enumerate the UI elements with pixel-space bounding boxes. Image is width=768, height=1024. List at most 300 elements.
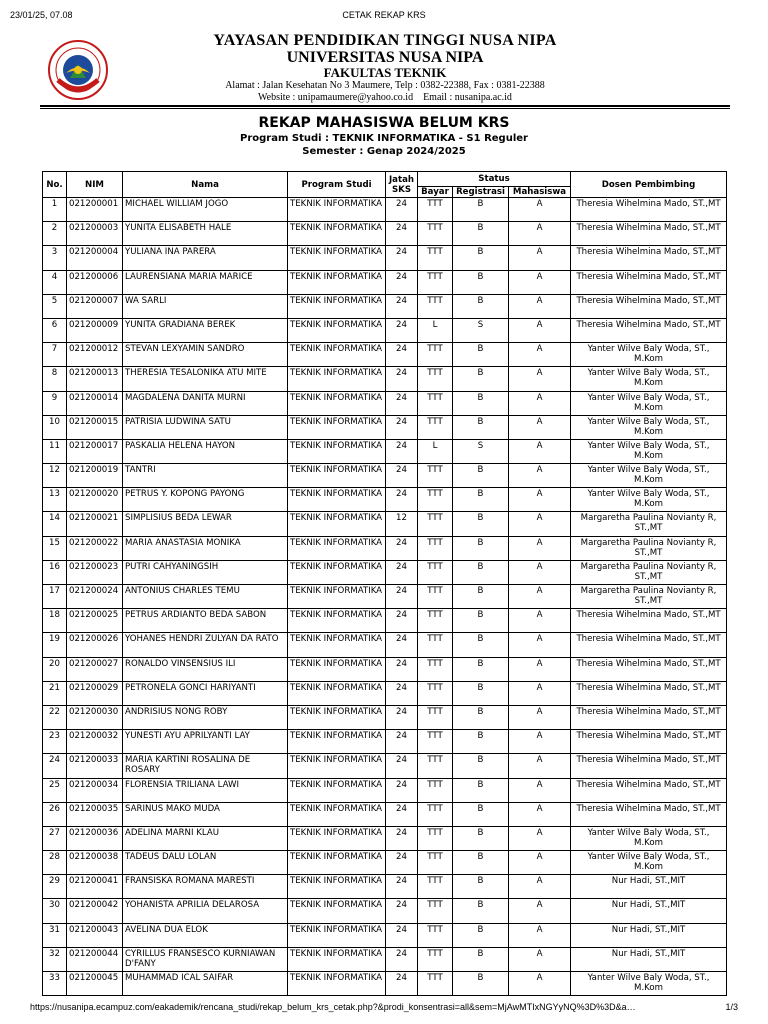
- table-row: [43, 899, 727, 923]
- header-status: Status: [418, 172, 571, 187]
- row-registrasi: S: [453, 318, 509, 342]
- row-dosen: Theresia Wihelmina Mado, ST.,MT: [571, 270, 727, 294]
- row-jatah-sks: 24: [386, 536, 418, 560]
- row-nim: 021200036: [67, 826, 123, 850]
- row-dosen: Theresia Wihelmina Mado, ST.,MT: [571, 778, 727, 802]
- row-bayar: TTT: [418, 415, 453, 439]
- row-bayar: TTT: [418, 560, 453, 584]
- row-bayar: TTT: [418, 972, 453, 996]
- row-dosen: Yanter Wilve Baly Woda, ST., M.Kom: [571, 439, 727, 463]
- row-program-studi: TEKNIK INFORMATIKA: [288, 705, 386, 729]
- row-mahasiswa: A: [509, 198, 571, 222]
- row-program-studi: TEKNIK INFORMATIKA: [288, 270, 386, 294]
- row-registrasi: S: [453, 439, 509, 463]
- row-program-studi: TEKNIK INFORMATIKA: [288, 802, 386, 826]
- row-nim: 021200038: [67, 851, 123, 875]
- row-registrasi: B: [453, 270, 509, 294]
- print-datetime: 23/01/25, 07.08: [10, 10, 73, 20]
- program-line: Program Studi : TEKNIK INFORMATIKA - S1 Reguler: [240, 133, 528, 144]
- table-row: [43, 730, 727, 754]
- report-heading: [0, 114, 768, 158]
- row-nim: 021200014: [67, 391, 123, 415]
- row-jatah-sks: 24: [386, 730, 418, 754]
- table-row: [43, 705, 727, 729]
- row-dosen: Theresia Wihelmina Mado, ST.,MT: [571, 681, 727, 705]
- row-mahasiswa: A: [509, 318, 571, 342]
- row-registrasi: B: [453, 488, 509, 512]
- row-dosen: Theresia Wihelmina Mado, ST.,MT: [571, 657, 727, 681]
- row-registrasi: B: [453, 851, 509, 875]
- row-program-studi: TEKNIK INFORMATIKA: [288, 778, 386, 802]
- row-nim: 021200043: [67, 923, 123, 947]
- table-row: [43, 657, 727, 681]
- table-row: [43, 609, 727, 633]
- row-program-studi: TEKNIK INFORMATIKA: [288, 657, 386, 681]
- row-mahasiswa: A: [509, 585, 571, 609]
- row-registrasi: B: [453, 899, 509, 923]
- rekap-table: [42, 171, 727, 996]
- row-dosen: Theresia Wihelmina Mado, ST.,MT: [571, 246, 727, 270]
- row-jatah-sks: 24: [386, 294, 418, 318]
- row-nama: MAGDALENA DANITA MURNI: [123, 391, 288, 415]
- row-nim: 021200001: [67, 198, 123, 222]
- row-no: 15: [43, 536, 67, 560]
- row-no: 26: [43, 802, 67, 826]
- row-jatah-sks: 24: [386, 851, 418, 875]
- row-program-studi: TEKNIK INFORMATIKA: [288, 464, 386, 488]
- row-bayar: TTT: [418, 512, 453, 536]
- row-dosen: Margaretha Paulina Novianty R, ST.,MT: [571, 560, 727, 584]
- letterhead-rule-thin: [40, 108, 730, 109]
- report-title: REKAP MAHASISWA BELUM KRS: [258, 115, 510, 131]
- table-row: [43, 778, 727, 802]
- row-jatah-sks: 24: [386, 899, 418, 923]
- row-jatah-sks: 24: [386, 439, 418, 463]
- row-jatah-sks: 24: [386, 923, 418, 947]
- row-bayar: TTT: [418, 754, 453, 778]
- table-row: [43, 222, 727, 246]
- row-bayar: TTT: [418, 198, 453, 222]
- header-dosen: Dosen Pembimbing: [571, 172, 727, 198]
- row-jatah-sks: 24: [386, 681, 418, 705]
- row-mahasiswa: A: [509, 754, 571, 778]
- row-mahasiswa: A: [509, 222, 571, 246]
- row-dosen: Theresia Wihelmina Mado, ST.,MT: [571, 802, 727, 826]
- print-url: https://nusanipa.ecampuz.com/eakademik/rencana_studi/rekap_belum_krs_cetak.php?&prodi_konsentrasi=all&sem=MjAwMTIxNGYyNQ%3D%3D&a…: [30, 1002, 636, 1012]
- row-dosen: Theresia Wihelmina Mado, ST.,MT: [571, 609, 727, 633]
- row-nim: 021200025: [67, 609, 123, 633]
- row-bayar: TTT: [418, 488, 453, 512]
- row-nim: 021200021: [67, 512, 123, 536]
- row-nim: 021200015: [67, 415, 123, 439]
- header-program-studi: Program Studi: [288, 172, 386, 198]
- row-dosen: Nur Hadi, ST.,MIT: [571, 899, 727, 923]
- row-nim: 021200017: [67, 439, 123, 463]
- row-no: 33: [43, 972, 67, 996]
- row-jatah-sks: 24: [386, 802, 418, 826]
- row-program-studi: TEKNIK INFORMATIKA: [288, 923, 386, 947]
- row-mahasiswa: A: [509, 536, 571, 560]
- row-nama: MICHAEL WILLIAM JOGO: [123, 198, 288, 222]
- row-program-studi: TEKNIK INFORMATIKA: [288, 246, 386, 270]
- row-mahasiswa: A: [509, 705, 571, 729]
- row-mahasiswa: A: [509, 415, 571, 439]
- row-jatah-sks: 24: [386, 633, 418, 657]
- row-registrasi: B: [453, 560, 509, 584]
- row-bayar: L: [418, 439, 453, 463]
- row-program-studi: TEKNIK INFORMATIKA: [288, 391, 386, 415]
- header-nama: Nama: [123, 172, 288, 198]
- row-mahasiswa: A: [509, 657, 571, 681]
- row-no: 7: [43, 343, 67, 367]
- row-nama: YULIANA INA PARERA: [123, 246, 288, 270]
- table-row: [43, 972, 727, 996]
- row-nim: 021200041: [67, 875, 123, 899]
- row-bayar: TTT: [418, 391, 453, 415]
- row-nim: 021200003: [67, 222, 123, 246]
- row-mahasiswa: A: [509, 875, 571, 899]
- header-no: No.: [43, 172, 67, 198]
- row-nama: MARIA ANASTASIA MONIKA: [123, 536, 288, 560]
- row-bayar: TTT: [418, 367, 453, 391]
- row-program-studi: TEKNIK INFORMATIKA: [288, 536, 386, 560]
- row-dosen: Yanter Wilve Baly Woda, ST., M.Kom: [571, 391, 727, 415]
- table-row: [43, 923, 727, 947]
- row-dosen: Theresia Wihelmina Mado, ST.,MT: [571, 754, 727, 778]
- table-row: [43, 754, 727, 778]
- row-dosen: Nur Hadi, ST.,MIT: [571, 923, 727, 947]
- row-nama: PETRONELA GONCI HARIYANTI: [123, 681, 288, 705]
- row-bayar: TTT: [418, 633, 453, 657]
- row-mahasiswa: A: [509, 802, 571, 826]
- row-jatah-sks: 24: [386, 246, 418, 270]
- row-program-studi: TEKNIK INFORMATIKA: [288, 730, 386, 754]
- row-jatah-sks: 24: [386, 705, 418, 729]
- table-row: [43, 343, 727, 367]
- faculty-name: FAKULTAS TEKNIK: [323, 65, 447, 80]
- row-bayar: TTT: [418, 585, 453, 609]
- row-program-studi: TEKNIK INFORMATIKA: [288, 222, 386, 246]
- row-no: 22: [43, 705, 67, 729]
- row-mahasiswa: A: [509, 464, 571, 488]
- row-registrasi: B: [453, 294, 509, 318]
- row-program-studi: TEKNIK INFORMATIKA: [288, 826, 386, 850]
- row-nim: 021200012: [67, 343, 123, 367]
- row-nama: PASKALIA HELENA HAYON: [123, 439, 288, 463]
- row-nim: 021200035: [67, 802, 123, 826]
- row-mahasiswa: A: [509, 270, 571, 294]
- row-nama: FLORENSIA TRILIANA LAWI: [123, 778, 288, 802]
- row-nama: PUTRI CAHYANINGSIH: [123, 560, 288, 584]
- table-row: [43, 633, 727, 657]
- header-registrasi: Registrasi: [453, 187, 509, 198]
- table-row: [43, 439, 727, 463]
- row-registrasi: B: [453, 875, 509, 899]
- letterhead: [40, 32, 730, 106]
- row-bayar: TTT: [418, 802, 453, 826]
- row-mahasiswa: A: [509, 609, 571, 633]
- row-mahasiswa: A: [509, 246, 571, 270]
- row-dosen: Nur Hadi, ST.,MIT: [571, 875, 727, 899]
- table-row: [43, 851, 727, 875]
- row-bayar: TTT: [418, 899, 453, 923]
- table-row: [43, 512, 727, 536]
- row-nama: YOHANES HENDRI ZULYAN DA RATO: [123, 633, 288, 657]
- table-row: [43, 560, 727, 584]
- row-no: 12: [43, 464, 67, 488]
- row-dosen: Theresia Wihelmina Mado, ST.,MT: [571, 633, 727, 657]
- row-nama: LAURENSIANA MARIA MARICE: [123, 270, 288, 294]
- row-program-studi: TEKNIK INFORMATIKA: [288, 198, 386, 222]
- row-program-studi: TEKNIK INFORMATIKA: [288, 875, 386, 899]
- row-registrasi: B: [453, 657, 509, 681]
- print-doc-title: CETAK REKAP KRS: [342, 10, 426, 20]
- row-no: 24: [43, 754, 67, 778]
- row-nama: FRANSISKA ROMANA MARESTI: [123, 875, 288, 899]
- row-program-studi: TEKNIK INFORMATIKA: [288, 439, 386, 463]
- table-row: [43, 681, 727, 705]
- row-nama: ANTONIUS CHARLES TEMU: [123, 585, 288, 609]
- row-bayar: TTT: [418, 875, 453, 899]
- row-jatah-sks: 24: [386, 415, 418, 439]
- row-nama: SARINUS MAKO MUDA: [123, 802, 288, 826]
- table-row: [43, 826, 727, 850]
- row-bayar: TTT: [418, 294, 453, 318]
- row-nama: SIMPLISIUS BEDA LEWAR: [123, 512, 288, 536]
- row-nim: 021200019: [67, 464, 123, 488]
- row-dosen: Yanter Wilve Baly Woda, ST., M.Kom: [571, 851, 727, 875]
- row-jatah-sks: 24: [386, 343, 418, 367]
- row-nim: 021200024: [67, 585, 123, 609]
- row-registrasi: B: [453, 585, 509, 609]
- row-dosen: Margaretha Paulina Novianty R, ST.,MT: [571, 512, 727, 536]
- row-jatah-sks: 24: [386, 609, 418, 633]
- row-registrasi: B: [453, 391, 509, 415]
- row-program-studi: TEKNIK INFORMATIKA: [288, 294, 386, 318]
- row-mahasiswa: A: [509, 512, 571, 536]
- row-nim: 021200032: [67, 730, 123, 754]
- row-bayar: L: [418, 318, 453, 342]
- row-bayar: TTT: [418, 657, 453, 681]
- row-jatah-sks: 12: [386, 512, 418, 536]
- row-nama: RONALDO VINSENSIUS ILI: [123, 657, 288, 681]
- row-nim: 021200023: [67, 560, 123, 584]
- row-program-studi: TEKNIK INFORMATIKA: [288, 585, 386, 609]
- row-no: 17: [43, 585, 67, 609]
- row-jatah-sks: 24: [386, 754, 418, 778]
- row-nama: YUNESTI AYU APRILYANTI LAY: [123, 730, 288, 754]
- row-nim: 021200004: [67, 246, 123, 270]
- table-row: [43, 415, 727, 439]
- row-nama: TANTRI: [123, 464, 288, 488]
- row-bayar: TTT: [418, 343, 453, 367]
- row-mahasiswa: A: [509, 367, 571, 391]
- row-jatah-sks: 24: [386, 657, 418, 681]
- row-nama: WA SARLI: [123, 294, 288, 318]
- row-registrasi: B: [453, 367, 509, 391]
- row-program-studi: TEKNIK INFORMATIKA: [288, 633, 386, 657]
- row-no: 27: [43, 826, 67, 850]
- row-nama: CYRILLUS FRANSESCO KURNIAWAN D'FANY: [123, 947, 288, 971]
- row-nama: AVELINA DUA ELOK: [123, 923, 288, 947]
- row-registrasi: B: [453, 778, 509, 802]
- row-program-studi: TEKNIK INFORMATIKA: [288, 947, 386, 971]
- semester-line: Semester : Genap 2024/2025: [302, 146, 466, 157]
- row-jatah-sks: 24: [386, 826, 418, 850]
- row-program-studi: TEKNIK INFORMATIKA: [288, 343, 386, 367]
- row-program-studi: TEKNIK INFORMATIKA: [288, 367, 386, 391]
- row-jatah-sks: 24: [386, 972, 418, 996]
- row-jatah-sks: 24: [386, 560, 418, 584]
- row-no: 28: [43, 851, 67, 875]
- row-dosen: Yanter Wilve Baly Woda, ST., M.Kom: [571, 367, 727, 391]
- row-no: 19: [43, 633, 67, 657]
- row-dosen: Yanter Wilve Baly Woda, ST., M.Kom: [571, 464, 727, 488]
- row-mahasiswa: A: [509, 439, 571, 463]
- row-nim: 021200013: [67, 367, 123, 391]
- row-bayar: TTT: [418, 464, 453, 488]
- row-nama: ANDRISIUS NONG ROBY: [123, 705, 288, 729]
- row-mahasiswa: A: [509, 294, 571, 318]
- row-registrasi: B: [453, 512, 509, 536]
- row-dosen: Yanter Wilve Baly Woda, ST., M.Kom: [571, 343, 727, 367]
- row-nim: 021200029: [67, 681, 123, 705]
- row-jatah-sks: 24: [386, 464, 418, 488]
- contact-line: Website : unipamaumere@yahoo.co.id Email : nusanipa.ac.id: [258, 92, 512, 103]
- row-jatah-sks: 24: [386, 198, 418, 222]
- row-no: 1: [43, 198, 67, 222]
- row-dosen: Yanter Wilve Baly Woda, ST., M.Kom: [571, 826, 727, 850]
- row-mahasiswa: A: [509, 633, 571, 657]
- row-nim: 021200006: [67, 270, 123, 294]
- row-dosen: Theresia Wihelmina Mado, ST.,MT: [571, 705, 727, 729]
- row-dosen: Yanter Wilve Baly Woda, ST., M.Kom: [571, 415, 727, 439]
- row-no: 30: [43, 899, 67, 923]
- row-no: 9: [43, 391, 67, 415]
- row-registrasi: B: [453, 705, 509, 729]
- row-bayar: TTT: [418, 609, 453, 633]
- row-mahasiswa: A: [509, 826, 571, 850]
- row-registrasi: B: [453, 947, 509, 971]
- table-row: [43, 585, 727, 609]
- row-dosen: Yanter Wilve Baly Woda, ST., M.Kom: [571, 972, 727, 996]
- row-registrasi: B: [453, 464, 509, 488]
- row-program-studi: TEKNIK INFORMATIKA: [288, 754, 386, 778]
- row-program-studi: TEKNIK INFORMATIKA: [288, 512, 386, 536]
- row-no: 29: [43, 875, 67, 899]
- row-registrasi: B: [453, 222, 509, 246]
- row-nama: YUNITA GRADIANA BEREK: [123, 318, 288, 342]
- row-nim: 021200009: [67, 318, 123, 342]
- row-registrasi: B: [453, 536, 509, 560]
- table-row: [43, 318, 727, 342]
- row-program-studi: TEKNIK INFORMATIKA: [288, 318, 386, 342]
- address-line: Alamat : Jalan Kesehatan No 3 Maumere, Telp : 0382-22388, Fax : 0381-22388: [225, 80, 545, 91]
- row-dosen: Theresia Wihelmina Mado, ST.,MT: [571, 318, 727, 342]
- row-bayar: TTT: [418, 923, 453, 947]
- row-jatah-sks: 24: [386, 270, 418, 294]
- table-row: [43, 198, 727, 222]
- row-dosen: Margaretha Paulina Novianty R, ST.,MT: [571, 585, 727, 609]
- row-no: 32: [43, 947, 67, 971]
- row-jatah-sks: 24: [386, 947, 418, 971]
- row-dosen: Yanter Wilve Baly Woda, ST., M.Kom: [571, 488, 727, 512]
- row-dosen: Theresia Wihelmina Mado, ST.,MT: [571, 222, 727, 246]
- row-no: 11: [43, 439, 67, 463]
- row-bayar: TTT: [418, 536, 453, 560]
- row-no: 23: [43, 730, 67, 754]
- table-row: [43, 802, 727, 826]
- row-registrasi: B: [453, 246, 509, 270]
- row-mahasiswa: A: [509, 391, 571, 415]
- row-registrasi: B: [453, 754, 509, 778]
- row-mahasiswa: A: [509, 899, 571, 923]
- header-bayar: Bayar: [418, 187, 453, 198]
- row-mahasiswa: A: [509, 778, 571, 802]
- row-nim: 021200042: [67, 899, 123, 923]
- row-nama: PETRUS ARDIANTO BEDA SABON: [123, 609, 288, 633]
- row-no: 21: [43, 681, 67, 705]
- table-row: [43, 488, 727, 512]
- table-row: [43, 391, 727, 415]
- row-nama: THERESIA TESALONIKA ATU MITE: [123, 367, 288, 391]
- row-program-studi: TEKNIK INFORMATIKA: [288, 415, 386, 439]
- row-jatah-sks: 24: [386, 367, 418, 391]
- row-no: 31: [43, 923, 67, 947]
- row-mahasiswa: A: [509, 560, 571, 584]
- row-mahasiswa: A: [509, 972, 571, 996]
- row-no: 8: [43, 367, 67, 391]
- row-bayar: TTT: [418, 681, 453, 705]
- table-row: [43, 294, 727, 318]
- letterhead-rule: [40, 105, 730, 107]
- row-no: 16: [43, 560, 67, 584]
- row-nama: MUHAMMAD ICAL SAIFAR: [123, 972, 288, 996]
- row-program-studi: TEKNIK INFORMATIKA: [288, 609, 386, 633]
- row-program-studi: TEKNIK INFORMATIKA: [288, 560, 386, 584]
- row-program-studi: TEKNIK INFORMATIKA: [288, 899, 386, 923]
- row-no: 3: [43, 246, 67, 270]
- row-registrasi: B: [453, 681, 509, 705]
- row-registrasi: B: [453, 633, 509, 657]
- print-footer: [30, 1002, 738, 1016]
- table-row: [43, 246, 727, 270]
- row-nim: 021200045: [67, 972, 123, 996]
- row-registrasi: B: [453, 972, 509, 996]
- row-registrasi: B: [453, 343, 509, 367]
- row-mahasiswa: A: [509, 681, 571, 705]
- row-nim: 021200026: [67, 633, 123, 657]
- row-dosen: Theresia Wihelmina Mado, ST.,MT: [571, 198, 727, 222]
- row-nim: 021200020: [67, 488, 123, 512]
- row-nama: PATRISIA LUDWINA SATU: [123, 415, 288, 439]
- row-program-studi: TEKNIK INFORMATIKA: [288, 488, 386, 512]
- print-header: [10, 10, 758, 24]
- row-jatah-sks: 24: [386, 391, 418, 415]
- row-mahasiswa: A: [509, 923, 571, 947]
- row-nama: ADELINA MARNI KLAU: [123, 826, 288, 850]
- row-nama: YUNITA ELISABETH HALE: [123, 222, 288, 246]
- row-no: 5: [43, 294, 67, 318]
- row-dosen: Theresia Wihelmina Mado, ST.,MT: [571, 294, 727, 318]
- row-dosen: Nur Hadi, ST.,MIT: [571, 947, 727, 971]
- table-row: [43, 536, 727, 560]
- row-nim: 021200030: [67, 705, 123, 729]
- row-nim: 021200022: [67, 536, 123, 560]
- table-row: [43, 270, 727, 294]
- row-no: 14: [43, 512, 67, 536]
- row-bayar: TTT: [418, 270, 453, 294]
